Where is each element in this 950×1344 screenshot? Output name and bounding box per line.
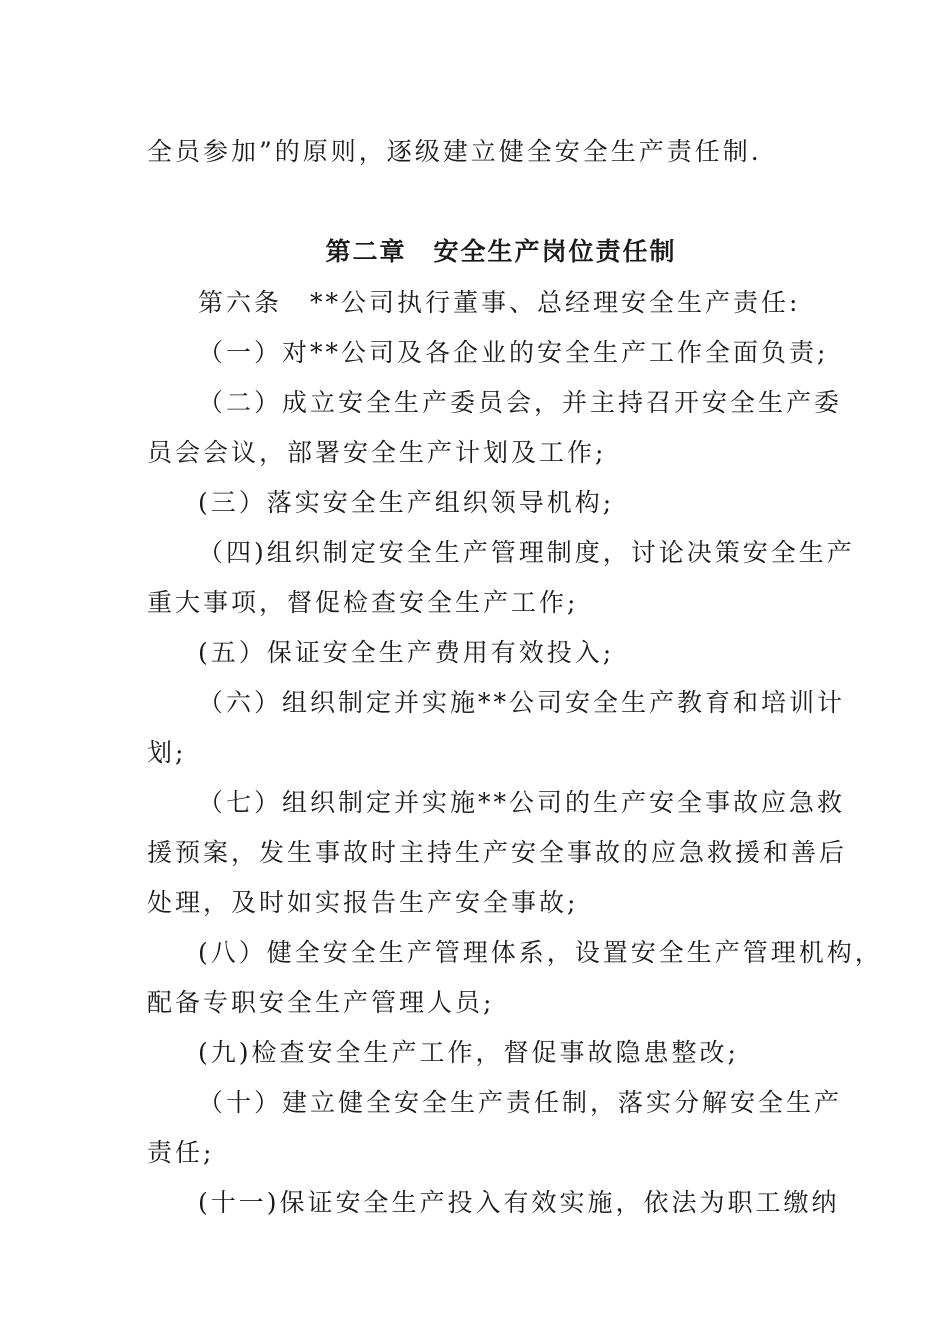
item-5: (五）保证安全生产费用有效投入; (198, 638, 615, 667)
item-3: (三）落实安全生产组织领导机构; (198, 488, 615, 517)
item-10-line-1: （十）建立健全安全生产责任制，落实分解安全生产 (198, 1088, 843, 1117)
paragraph-continuation: 全员参加”的原则，逐级建立健全安全生产责任制. (147, 137, 762, 166)
item-7-line-1: （七）组织制定并实施**公司的生产安全事故应急救 (198, 788, 846, 817)
item-6-line-2: 划; (147, 738, 187, 767)
item-7-line-3: 处理，及时如实报告生产安全事故; (147, 888, 579, 917)
item-9: (九)检查安全生产工作，督促事故隐患整改; (198, 1038, 739, 1067)
item-4-line-2: 重大事项，督促检查安全生产工作; (147, 588, 579, 617)
item-6-line-1: （六）组织制定并实施**公司安全生产教育和培训计 (198, 688, 846, 717)
item-11-line-1: (十一)保证安全生产投入有效实施，依法为职工缴纳 (198, 1188, 840, 1217)
chapter-heading: 第二章 安全生产岗位责任制 (325, 237, 677, 266)
item-2-line-1: （二）成立安全生产委员会，并主持召开安全生产委 (198, 388, 843, 417)
item-10-line-2: 责任; (147, 1138, 215, 1167)
item-4-line-1: （四)组织制定安全生产管理制度，讨论决策安全生产 (198, 538, 855, 567)
item-7-line-2: 援预案，发生事故时主持生产安全事故的应急救援和善后 (147, 838, 848, 867)
item-8-line-2: 配备专职安全生产管理人员; (147, 988, 495, 1017)
article-title: 第六条 **公司执行董事、总经理安全生产责任: (198, 288, 801, 317)
item-8-line-1: (八）健全安全生产管理体系，设置安全生产管理机构， (198, 938, 883, 967)
item-1: （一）对**公司及各企业的安全生产工作全面负责; (198, 338, 829, 367)
item-2-line-2: 员会会议，部署安全生产计划及工作; (147, 438, 607, 467)
